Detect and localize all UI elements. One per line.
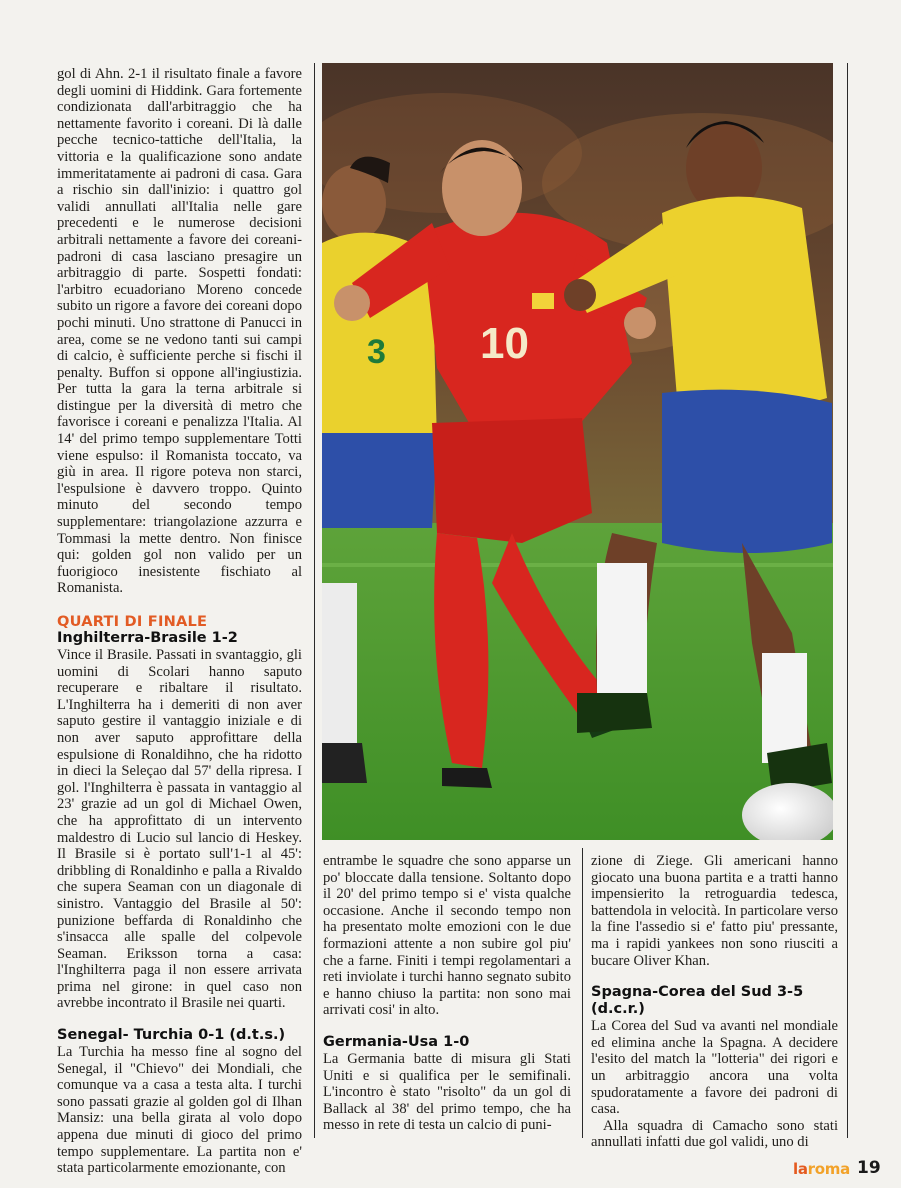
section-kicker: QUARTI DI FINALE: [57, 613, 208, 630]
match-heading: Spagna-Corea del Sud 3-5: [591, 984, 804, 1001]
jersey-number-yellow: 3: [367, 333, 386, 371]
article-paragraph: La Germania batte di misura gli Stati Uniti e si qualifica per le semifinali. L'incontro è stato "risolto" da un gol di Ballack al 38' del primo tempo, che ha messo in rete di testa un calcio di puni-: [323, 1050, 571, 1134]
column-rule: [847, 63, 848, 1138]
article-paragraph: entrambe le squadre che sono apparse un po' bloccate dalla tensione. Soltanto dopo il 20' del primo tempo si e' vista qualche occasione. Anche il secondo tempo non ha presentato molte emozioni con le due formazioni attente a non subire gol piu' che a farne. Finiti i tempi regolamentari a reti inviolate i turchi hanno segnato subito e hanno chiuso la partita: non sono mai arrivati cosi' in alto.: [323, 853, 571, 1019]
match-heading: Senegal- Turchia 0-1 (d.t.s.): [57, 1027, 286, 1044]
football-photo: [322, 63, 833, 840]
jersey-number-red: 10: [480, 319, 529, 368]
article-paragraph: Vince il Brasile. Passati in svantaggio, gli uomini di Scolari hanno saputo recuperare e ribaltare il risultato. L'Inghilterra ha i demeriti di non aver saputo gestire il vantaggio iniziale e di non aver saputo approfittare della espulsione di Ronaldihno, che ha ridotto in dieci la Seleçao dal 57' della ripresa. I gol. l'Inghilterra è passata in vantaggio al 23' grazie ad un gol di Michael Owen, che ha approfittato di un intervento maldestro di Lucio sul lancio di Heskey. Il Brasile si è portato sull'1-1 al 45': dribbling di Ronaldinho e palla a Rivaldo che supera Seaman con un diagonale di sinistro. Vantaggio del Brasile al 50': punizione beffarda di Ronaldinho che s'insacca alle spalle del colpevole Seaman. Eriksson torna a casa: l'Inghilterra paga il non essere arrivata prima nel girone: in quel caso non avrebbe incontrato il Brasile nei quarti.: [57, 647, 302, 1012]
article-paragraph: gol di Ahn. 2-1 il risultato finale a favore degli uomini di Hiddink. Gara fortemente condizionata dall'arbitraggio che ha nettamente favorito i coreani. Di là dalle pecche tecnico-tattiche dell'Italia, la vittoria e la qualificazione sono andate immeritatamente ai padroni di casa. Gara a rischio sin dall'inizio: i quattro gol validi annullati all'Italia nelle gare precedenti e le numerose decisioni arbitrali nettamente a favore dei coreani-padroni di casa lasciano presagire un arbitraggio di parte. Sospetti fondati: l'arbitro ecuadoriano Moreno concede subito un rigore a favore dei coreani dopo pochi minuti. Uno strattone di Panucci in area, come se ne vedono tanti sui campi di calcio, è sufficiente perche si fischi il penalty. Buffon si oppone all'ingiustizia. Per tutta la gara la terna arbitrale si distingue per la diversità di metro che favorisce i coreani e penalizza l'Italia. Al 14' del primo tempo supplementare Totti viene espulso: il Romanista toccato, va giù in area. Il rigore poteva non starci, l'espulsione è davvero troppo. Quinto minuto del secondo tempo supplementare: triangolazione azzurra e Tommasi la mette dentro. Non finisce qui: golden gol non valido per un fuorigioco inesistente fischiato al Romanista.: [57, 66, 302, 597]
match-heading: Inghilterra-Brasile 1-2: [57, 630, 238, 646]
football-photo-illustration: [322, 63, 833, 840]
column-rule: [314, 63, 315, 1138]
article-paragraph: zione di Ziege. Gli americani hanno giocato una buona partita e a tratti hanno impensierito la retroguardia tedesca, battendola in velocità. In particolare verso la fine l'assedio si e' fatto piu' pressante, ma i rapidi yankees non sono riusciti a bucare Oliver Khan.: [591, 853, 838, 969]
column-rule: [582, 848, 583, 1138]
logo-part-roma: roma: [807, 1160, 850, 1178]
column-left: [57, 66, 302, 1177]
column-right: [591, 853, 838, 1151]
article-paragraph: Alla squadra di Camacho sono stati annullati infatti due gol validi, uno di: [591, 1117, 838, 1151]
match-heading-suffix: (d.c.r.): [591, 1001, 645, 1018]
magazine-logo: [793, 1160, 850, 1178]
logo-part-la: la: [793, 1160, 808, 1178]
match-heading: Germania-Usa 1-0: [323, 1033, 470, 1050]
column-middle: [323, 853, 571, 1134]
article-paragraph: La Turchia ha messo fine al sogno del Senegal, il "Chievo" dei Mondiali, che comunque va a casa a testa alta. I turchi sono passati grazie al golden gol di Ilhan Mansiz: una bella girata al volo dopo appena due minuti di gioco del primo tempo supplementare. La partita non e' stata particolarmente emozionante, con: [57, 1044, 302, 1177]
page-number: 19: [857, 1158, 881, 1178]
article-paragraph: La Corea del Sud va avanti nel mondiale ed elimina anche la Spagna. A decidere l'esito del match la "lotteria" dei rigori e un arbitraggio ancora una volta spudoratamente a favore dei padroni di casa.: [591, 1018, 838, 1118]
